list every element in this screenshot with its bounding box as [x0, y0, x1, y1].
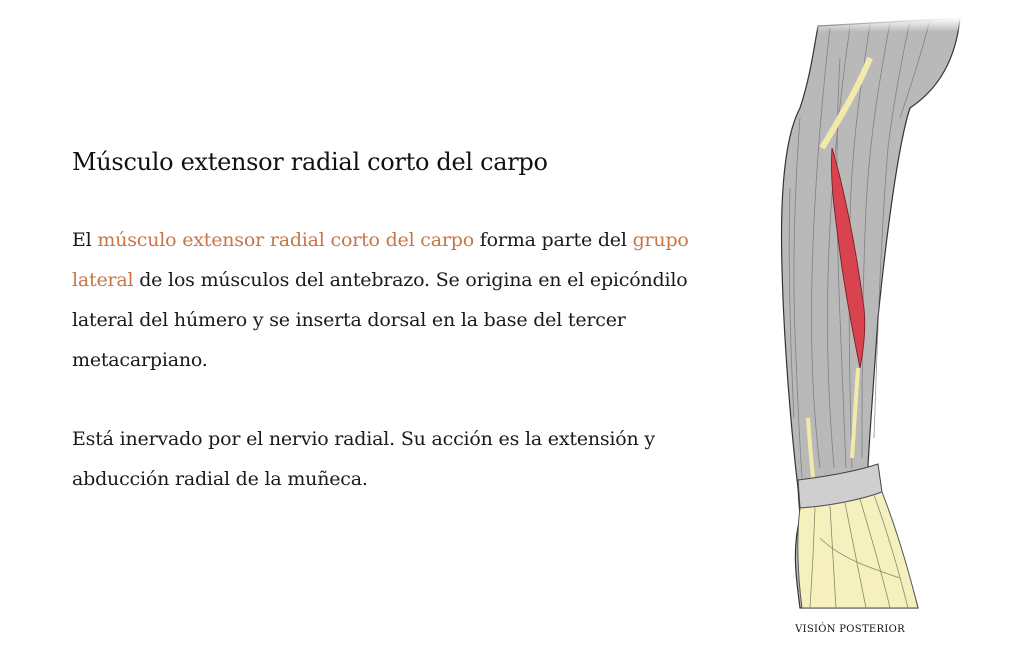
article [72, 148, 692, 499]
paragraph-innervation: Está inervado por el nervio radial. Su acción es la extensión y abducción radial de la muñeca. [72, 428, 655, 490]
paragraph-text: forma parte del [473, 229, 633, 251]
link-lateral-group[interactable]: grupo lateral [72, 229, 689, 291]
paragraph-description [72, 220, 692, 380]
link-muscle[interactable]: músculo extensor radial corto del carpo [97, 229, 474, 251]
forearm-illustration [770, 18, 980, 618]
paragraph-text: El [72, 229, 98, 251]
figure-caption: VISIÓN POSTERIOR [795, 624, 905, 635]
paragraph-text: de los músculos del antebrazo. Se origina en el epicóndilo lateral del húmero y se inserta dorsal en la base del tercer metacarpiano. [72, 269, 688, 371]
page-title: Músculo extensor radial corto del carpo [72, 148, 548, 176]
hand-dorsum [798, 492, 918, 608]
